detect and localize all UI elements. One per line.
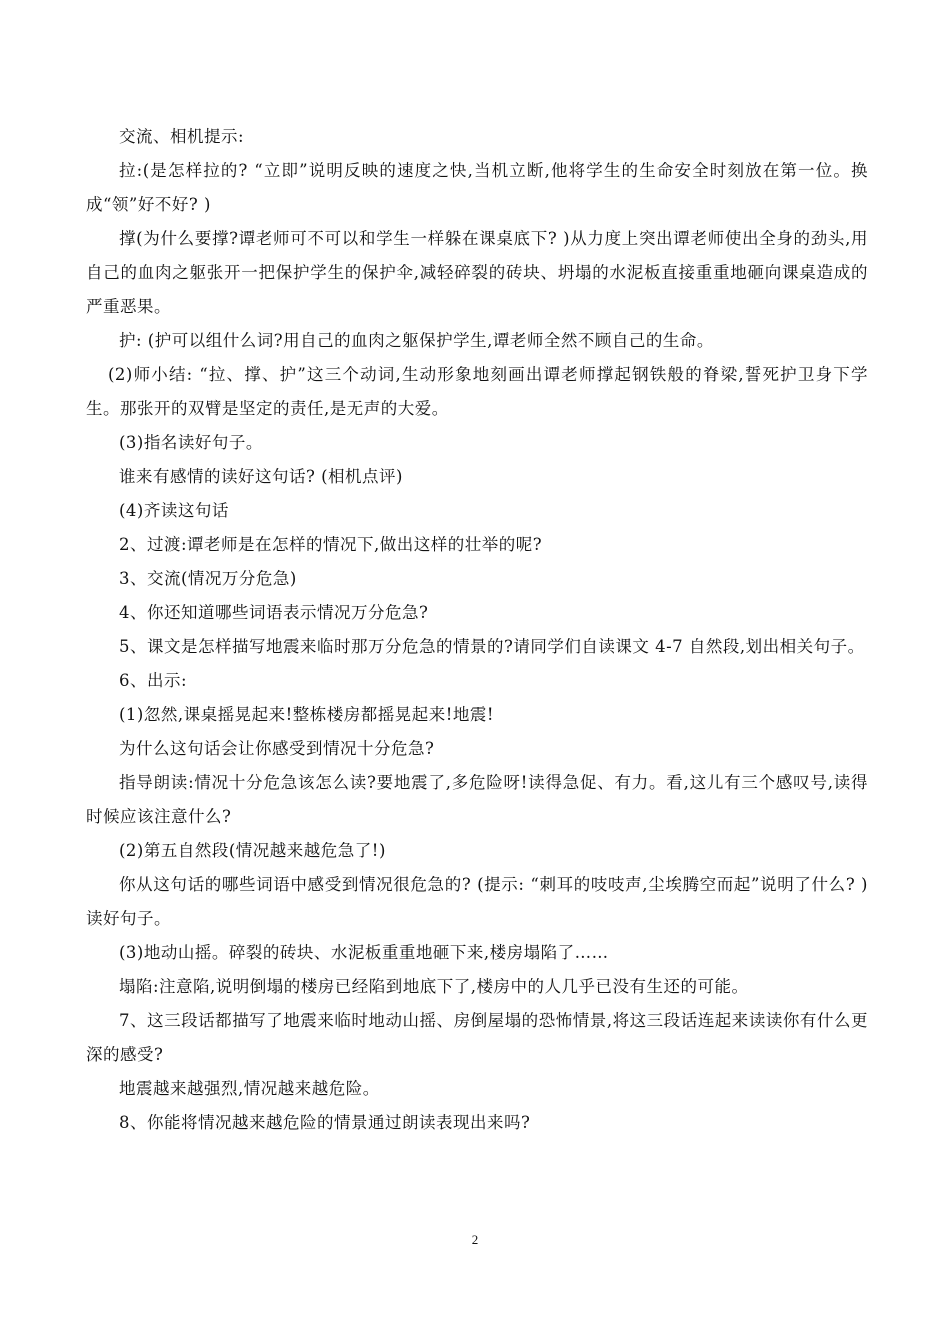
paragraph: (3)指名读好句子。 xyxy=(119,433,263,452)
paragraph: 指导朗读:情况十分危急该怎么读?要地震了,多危险呀!读得急促、有力。看,这儿有三个感叹号,读得时候应该注意什么? xyxy=(86,773,868,826)
paragraph: 地震越来越强烈,情况越来越危险。 xyxy=(119,1079,380,1098)
paragraph: 拉:(是怎样拉的? “立即”说明反映的速度之快,当机立断,他将学生的生命安全时刻放在第一位。换成“领”好不好? ) xyxy=(86,161,868,214)
paragraph: 塌陷:注意陷,说明倒塌的楼房已经陷到地底下了,楼房中的人几乎已没有生还的可能。 xyxy=(119,977,749,996)
paragraph: 你从这句话的哪些词语中感受到情况很危急的? (提示: “刺耳的吱吱声,尘埃腾空而起”说明了什么? )读好句子。 xyxy=(86,875,868,928)
paragraph: 护: (护可以组什么词?用自己的血肉之躯保护学生,谭老师全然不顾自己的生命。 xyxy=(119,331,714,350)
paragraph: 3、交流(情况万分危急) xyxy=(119,569,297,588)
paragraph: (2)师小结: “拉、撑、护”这三个动词,生动形象地刻画出谭老师撑起钢铁般的脊梁,誓死护卫身下学生。那张开的双臂是坚定的责任,是无声的大爱。 xyxy=(86,365,868,418)
paragraph: 谁来有感情的读好这句话? (相机点评) xyxy=(119,467,403,486)
paragraph: 7、这三段话都描写了地震来临时地动山摇、房倒屋塌的恐怖情景,将这三段话连起来读读你有什么更深的感受? xyxy=(86,1011,868,1064)
page-number: 2 xyxy=(471,1232,479,1247)
document-body xyxy=(86,120,868,1140)
paragraph: 撑(为什么要撑?谭老师可不可以和学生一样躲在课桌底下? )从力度上突出谭老师使出全身的劲头,用自己的血肉之躯张开一把保护学生的保护伞,减轻碎裂的砖块、坍塌的水泥板直接重重地砸向课桌造成的严重恶果。 xyxy=(86,229,868,316)
paragraph: 2、过渡:谭老师是在怎样的情况下,做出这样的壮举的呢? xyxy=(119,535,543,554)
paragraph: 8、你能将情况越来越危险的情景通过朗读表现出来吗? xyxy=(119,1113,531,1132)
paragraph: 为什么这句话会让你感受到情况十分危急? xyxy=(119,739,435,758)
paragraph: 4、你还知道哪些词语表示情况万分危急? xyxy=(119,603,429,622)
paragraph: (4)齐读这句话 xyxy=(119,501,229,520)
paragraph: 5、课文是怎样描写地震来临时那万分危急的情景的?请同学们自读课文 4-7 自然段,划出相关句子。 xyxy=(119,637,865,656)
paragraph: (1)忽然,课桌摇晃起来!整栋楼房都摇晃起来!地震! xyxy=(119,705,495,724)
paragraph: 交流、相机提示: xyxy=(119,127,245,146)
paragraph: 6、出示: xyxy=(119,671,188,690)
paragraph: (2)第五自然段(情况越来越危急了!) xyxy=(119,841,386,860)
paragraph: (3)地动山摇。碎裂的砖块、水泥板重重地砸下来,楼房塌陷了…… xyxy=(119,943,609,962)
